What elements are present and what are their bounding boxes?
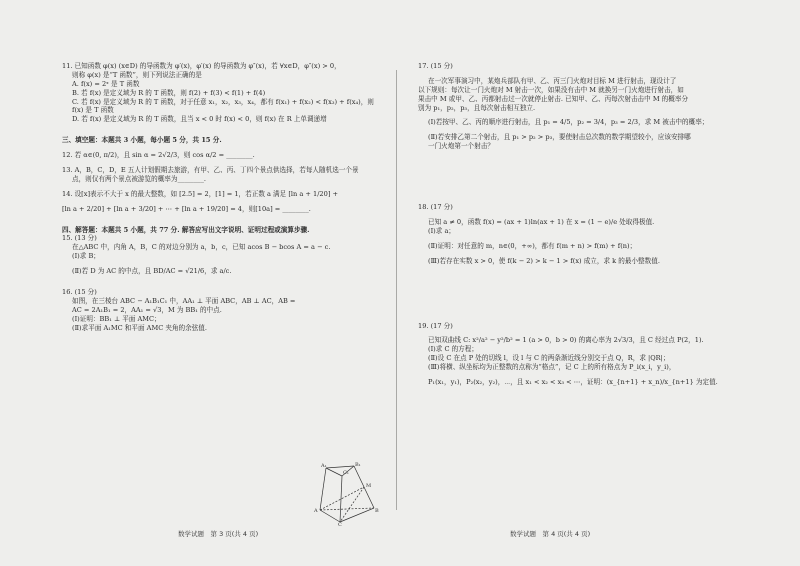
- question-15: [62, 234, 402, 276]
- q19-part-3-cont: P₁(x₁，y₁)，P₂(x₂，y₂)，⋯，且 x₁ < x₂ < x₃ < ⋯，证明：(x_{n+1} + x_n)/x_{n+1} 为定值.: [428, 378, 718, 387]
- q11-option-c: C. 若 f(x) 是定义域为 R 的 T 函数，对于任意 x₁，x₂，x₃，x₄，都有 f(x₁) + f(x₂) < f(x₃) + f(x₄)，则: [72, 97, 374, 106]
- q18-part-2: (Ⅱ)证明：对任意的 m，n∈(0，+∞)，都有 f(m + n) > f(m) + f(n)；: [428, 241, 637, 250]
- question-17: [418, 62, 758, 151]
- q11-line: 11. 已知函数 φ(x) (x∈D) 的导函数为 φ′(x)，φ′(x) 的导函数为 φ″(x)，若 ∀x∈D，φ″(x) > 0，: [62, 62, 341, 70]
- q19-part-3: (Ⅲ)将横、纵坐标均为正整数的点称为“格点”，记 C 上的所有格点为 P_i(x_i，y_i)，: [428, 363, 676, 372]
- q19-title: 19. (17 分): [418, 321, 453, 330]
- exam-page-3: [62, 62, 402, 542]
- section-3-heading: 三、填空题：本题共 3 小题，每小题 5 分，共 15 分.: [62, 136, 222, 145]
- q11-option-c-cont: f(x) 是 T 函数: [72, 106, 114, 115]
- q18-title: 18. (17 分): [418, 203, 453, 212]
- page-divider: [396, 70, 397, 510]
- question-13: 13. A，B，C，D，E 五人计划假期去旅游，有甲、乙、丙、丁四个景点供选择，若每人随机选一个景: [62, 166, 359, 175]
- label-a1: A₁: [321, 463, 327, 469]
- q17-part-2-cont: 一门火炮第一个射击？: [428, 142, 494, 151]
- q18-part-3: (Ⅲ)若存在实数 x > 0，使 f(k − 2) > k − 1 > f(x) 成立，求 k 的最小整数值.: [428, 256, 660, 265]
- q16-part-2: (Ⅱ)求平面 A₁MC 和平面 AMC 夹角的余弦值.: [72, 323, 207, 332]
- q15-line: 在△ABC 中，内角 A，B，C 的对边分别为 a，b，c，已知 acos B − bcos A = a − c.: [72, 243, 331, 252]
- q17-line: 以下规则：每次让一门火炮对 M 射击一次，如果没有击中 M 就换另一门火炮进行射击，如: [418, 85, 684, 94]
- q19-line: 已知双曲线 C: x²/a² − y²/b² = 1 (a > 0，b > 0) 的离心率为 2√3/3，且 C 经过点 P(2，1).: [428, 336, 704, 345]
- page-3-footer: 数学试题 第 3 页(共 4 页): [178, 530, 259, 538]
- q16-line: AC = 2A₁B₁ = 2，AA₁ = √3，M 为 BB₁ 的中点.: [72, 305, 222, 314]
- q16-title: 16. (15 分): [62, 288, 97, 297]
- q15-title: 15. (13 分): [62, 234, 97, 243]
- page-4-footer: 数学试题 第 4 页(共 4 页): [510, 530, 591, 538]
- q15-part-2: (Ⅱ)若 D 为 AC 的中点，且 BD/AC = √21/6，求 a/c.: [72, 267, 232, 276]
- q11-option-a: A. f(x) = 2ˣ 是 T 函数: [72, 79, 140, 88]
- q11-option-d: D. 若 f(x) 是定义域为 R 的 T 函数，且当 x < 0 时 f(x) < 0，则 f(x) 在 R 上单调递增: [72, 115, 327, 124]
- exam-page-4: [418, 62, 758, 542]
- label-b1: B₁: [355, 462, 361, 468]
- frustum-figure: [312, 462, 382, 526]
- q17-line: 别为 p₁，p₂，p₃，且每次射击相互独立.: [418, 103, 536, 112]
- label-a: A: [314, 508, 318, 514]
- question-16: [62, 288, 402, 332]
- q18-part-1: (Ⅰ)求 a；: [428, 226, 455, 235]
- section-4-heading: 四、解答题：本题共 5 小题，共 77 分. 解答应写出文字说明、证明过程或演算步骤.: [62, 225, 310, 234]
- question-14-cont: [ln a + 2/20] + [ln a + 3/20] + ⋯ + [ln a + 19/20] = 4，则[10a] = ________.: [62, 204, 311, 213]
- q17-line: 果击中 M 或甲、乙、丙都射击过一次就停止射击. 已知甲、乙、丙每次射击击中 M 的概率分: [418, 94, 689, 103]
- question-12: 12. 若 α∈(0, π/2)，且 sin α = 2√2/3，则 cos α/2 = ________.: [62, 151, 255, 160]
- q11-option-b: B. 若 f(x) 是定义域为 R 的 T 函数，则 f(2) + f(3) < f(1) + f(4): [72, 88, 266, 97]
- question-11: [62, 62, 402, 124]
- q17-line: 在一次军事演习中，某炮兵部队有甲、乙、丙三门火炮对目标 M 进行射击，现设计了: [428, 76, 677, 85]
- question-13-cont: 点，则仅有两个景点被游览的概率为________.: [72, 174, 206, 183]
- q19-part-1: (Ⅰ)求 C 的方程；: [428, 345, 478, 354]
- question-18: [418, 203, 758, 265]
- q16-line: 如图，在三棱台 ABC − A₁B₁C₁ 中，AA₁ ⊥ 平面 ABC，AB ⊥ AC，AB =: [72, 296, 296, 305]
- label-c: C: [338, 522, 342, 526]
- q16-part-1: (Ⅰ)证明：BB₁ ⊥ 平面 AMC；: [72, 314, 161, 323]
- label-b: B: [375, 508, 379, 514]
- q15-part-1: (Ⅰ)求 B；: [72, 252, 100, 261]
- q19-part-2: (Ⅱ)设 C 在点 P 处的切线 l，设 l 与 C 的两条渐近线分别交于点 Q，R，求 |QR|；: [428, 354, 670, 363]
- q18-line: 已知 a ≠ 0，函数 f(x) = (ax + 1)ln(ax + 1) 在 x = (1 − e)/e 处取得极值.: [428, 218, 655, 227]
- question-19: [418, 322, 758, 387]
- q17-part-1: (Ⅰ)若按甲、乙、丙的顺序进行射击，且 p₁ = 4/5，p₂ = 3/4，p₃ = 2/3，求 M 被击中的概率；: [428, 118, 709, 127]
- question-14: 14. 设[x]表示不大于 x 的最大整数，如 [2.5] = 2，[1] = 1，若正数 a 满足 [ln a + 1/20] +: [62, 189, 339, 198]
- label-c1: C₁: [343, 470, 349, 476]
- label-m: M: [366, 483, 372, 489]
- q11-line: 则称 φ(x) 是“T 函数”，则下列说法正确的是: [72, 70, 202, 79]
- q17-title: 17. (15 分): [418, 62, 453, 70]
- q17-part-2: (Ⅱ)若安排乙第二个射击，且 p₁ > p₂ > p₃，要使射击总次数的数学期望较小，应该安排哪: [428, 133, 691, 142]
- questions-12-14: [62, 151, 402, 213]
